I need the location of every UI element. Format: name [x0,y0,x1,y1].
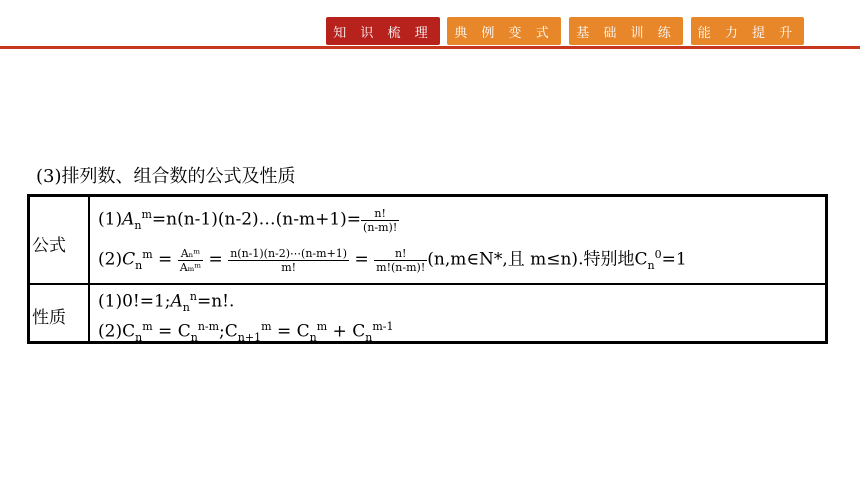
p2-c3-sup: m [261,320,272,333]
p2-c1: C [122,321,136,342]
section-heading: (3)排列数、组合数的公式及性质 [36,166,296,187]
p2-c3: C [224,321,238,342]
tab-knowledge-review[interactable]: 知 识 梳 理 [326,17,440,45]
f1-frac-den: (n-m)! [363,220,398,234]
f1-a-sub: n [134,219,142,233]
p1-text: (1)0!=1; [98,291,171,312]
f2-end: =1 [661,249,687,270]
tab-typical-examples[interactable]: 典 例 变 式 [447,17,561,45]
f2-fraction-2 [228,247,349,274]
p2-c2: C [177,321,191,342]
f2-c0: C [634,249,648,270]
p2-lead: (2) [98,321,123,342]
p2-c1-sup: m [142,320,153,333]
f2-frac3-den: m!(n-m)! [376,260,426,274]
header-divider [0,46,860,49]
f1-rhs: =n(n-1)(n-2)…(n-m+1)= [151,209,362,230]
f2-eq2: = [203,249,229,270]
p1-a-sub: n [182,301,190,315]
f2-c0-sup: 0 [654,248,662,261]
p2-c3-sub: n+1 [237,331,262,345]
p2-c5-sup: m-1 [372,320,394,333]
tab-ability-improvement[interactable]: 能 力 提 升 [691,17,804,45]
f2-frac2-den: m! [281,260,297,274]
p1-a-sup: n [189,290,197,303]
f2-c0-sub: n [647,259,655,273]
f2-eq3: = [349,249,375,270]
f2-frac1-den: Aₘᵐ [179,260,202,274]
p2-c5-sub: n [365,331,373,345]
f2-c: C [122,249,136,270]
f2-c-sup: m [142,248,153,261]
p2-c1-sub: n [135,331,143,345]
f2-frac3-num: n! [374,247,427,261]
table-vertical-divider [88,197,90,341]
f2-tail: (n,m∈N*,且 m≤n).特别地 [427,249,635,270]
p1-a: A [170,291,183,312]
f2-lead: (2) [98,249,123,270]
tab-basic-training[interactable]: 基 础 训 练 [569,17,683,45]
f2-fraction-3 [374,247,427,274]
p2-c4: C [296,321,310,342]
table-horizontal-divider [30,283,825,285]
f1-frac-num: n! [361,207,399,221]
property-2 [98,317,393,348]
p2-c5: C [352,321,366,342]
permutation-formula [98,205,399,236]
f2-fraction-1 [178,247,203,274]
property-1 [98,287,234,318]
p1-end: =n!. [196,291,235,312]
p2-eq2: = [271,321,297,342]
f1-a: A [122,209,135,230]
p2-sep: ; [219,321,225,342]
formula-table [27,194,828,344]
row-label-properties: 性质 [32,308,66,328]
f2-c-sub: n [135,259,143,273]
header-bar [0,0,860,52]
p2-eq: = [152,321,178,342]
f1-fraction [361,207,399,234]
f1-lead: (1) [98,209,123,230]
p2-c2-sup: n-m [197,320,220,333]
row-label-formulas: 公式 [32,236,66,256]
f2-frac2-num: n(n-1)(n-2)⋯(n-m+1) [230,246,348,260]
p2-c4-sup: m [316,320,328,333]
f2-frac1-num: Aₙᵐ [178,247,203,261]
combination-formula [98,245,687,276]
p2-plus: + [327,321,353,342]
f1-a-sup: m [141,208,152,221]
p2-c4-sub: n [309,331,317,345]
f2-eq1: = [152,249,178,270]
p2-c2-sub: n [190,331,198,345]
